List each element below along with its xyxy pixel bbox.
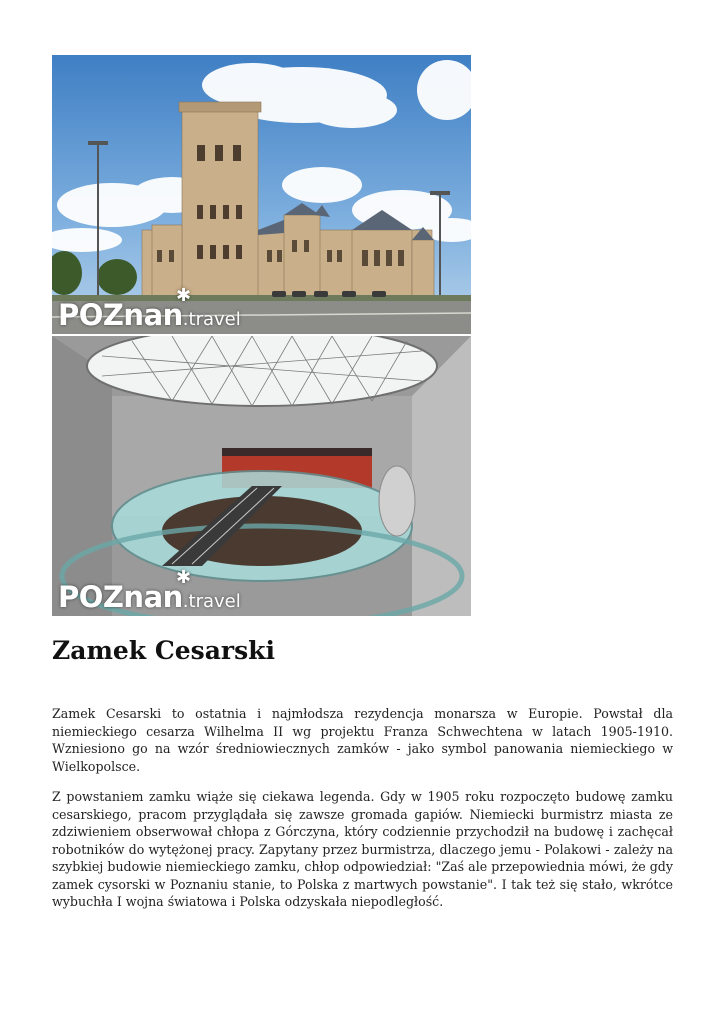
- castle-exterior-photo: [52, 55, 471, 334]
- article-title: Zamek Cesarski: [52, 636, 275, 665]
- article-paragraph: Z powstaniem zamku wiąże się ciekawa legenda. Gdy w 1905 roku rozpoczęto budowę zamku cesarskiego, pracom przyglądała się zawsze gromada gapiów. Niemiecki burmistrz miasta ze zdziwieniem obserwował chłopa z Górczyna, który codziennie przychodził na budowę i zachęcał robotników do wytężonej pracy. Zapytany przez burmistrza, dlaczego jemu - Polakowi - zależy na szybkiej budowie niemieckiego zamku, chłop odpowiedział: "Zaś ale przepowiednia mówi, że gdy zamek cysorski w Poznaniu stanie, to Polska z martwych powstanie". I tak też się stało, wkrótce wybuchła I wojna światowa i Polska odzyskała niepodległość.: [52, 789, 673, 909]
- poznan-travel-logo: [58, 567, 241, 614]
- star-icon: ✱: [176, 567, 192, 588]
- castle-interior-illustration: [52, 336, 471, 616]
- logo-sub-text: .travel: [182, 309, 241, 330]
- castle-exterior-illustration: [52, 55, 471, 334]
- logo-sub-text: .travel: [182, 591, 241, 612]
- castle-interior-photo: [52, 336, 471, 616]
- star-icon: ✱: [176, 285, 192, 306]
- article-paragraph: Zamek Cesarski to ostatnia i najmłodsza rezydencja monarsza w Europie. Powstał dla niemieckiego cesarza Wilhelma II wg projektu Franza Schwechtena w latach 1905-1910. Wzniesiono go na wzór średniowiecznych zamków - jako symbol panowania niemieckiego w Wielkopolsce.: [52, 706, 673, 774]
- poznan-travel-logo: [58, 285, 241, 332]
- logo-main-text: POZnan: [58, 298, 183, 332]
- logo-main-text: POZnan: [58, 580, 183, 614]
